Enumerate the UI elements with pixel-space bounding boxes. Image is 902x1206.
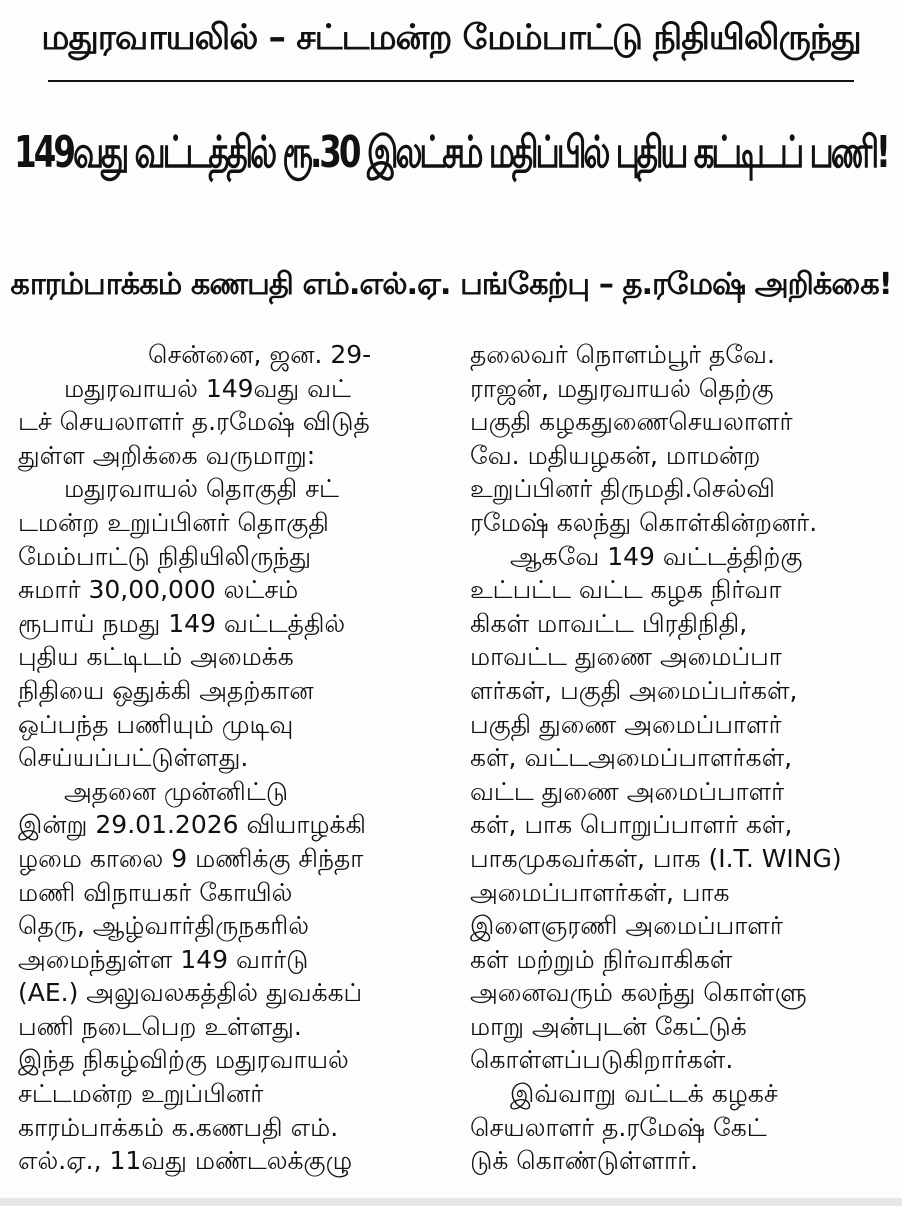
body-line: பணி நடைபெற உள்ளது. bbox=[18, 1011, 302, 1041]
body-line: ளர்கள், பகுதி அமைப்பர்கள், bbox=[470, 675, 798, 705]
body-line: கிகள் மாவட்ட பிரதிநிதி, bbox=[470, 608, 748, 638]
body-line: பகுதி துணை அமைப்பாளர் bbox=[470, 709, 782, 739]
body-line: அனைவரும் கலந்து கொள்ளு bbox=[470, 978, 807, 1008]
kicker-headline: மதுரவாயலில் – சட்டமன்ற மேம்பாட்டு நிதியிலிருந்து bbox=[41, 18, 861, 58]
body-line: அமைந்துள்ள 149 வார்டு bbox=[18, 944, 309, 974]
body-line: சட்டமன்ற உறுப்பினர் bbox=[18, 1079, 264, 1109]
body-line: தலைவர் நொளம்பூர் தவே. bbox=[470, 340, 775, 369]
body-line: ரூபாய் நமது 149 வட்டத்தில் bbox=[18, 608, 346, 638]
bottom-edge bbox=[0, 1198, 902, 1206]
body-line: மாறு அன்புடன் கேட்டுக் bbox=[470, 1011, 747, 1041]
sub-headline: காரம்பாக்கம் கணபதி எம்.எல்.ஏ. பங்கேற்பு – த.ரமேஷ் அறிக்கை! bbox=[10, 266, 892, 302]
article-column-right bbox=[470, 338, 898, 1178]
body-line: ஒப்பந்த பணியும் முடிவு bbox=[18, 709, 294, 739]
body-line: தெரு, ஆழ்வார்திருநகரில் bbox=[18, 911, 310, 941]
body-line: புதிய கட்டிடம் அமைக்க bbox=[18, 642, 294, 672]
body-line: பாகமுகவர்கள், பாக (I.T. WING) bbox=[470, 843, 842, 873]
body-line: சுமார் 30,00,000 லட்சம் bbox=[18, 575, 299, 605]
body-line: டச் செயலாளர் த.ரமேஷ் விடுத் bbox=[18, 407, 370, 437]
body-line: டமன்ற உறுப்பினர் தொகுதி bbox=[18, 507, 329, 537]
body-line: கொள்ளப்படுகிறார்கள். bbox=[470, 1045, 734, 1075]
body-line: ழமை காலை 9 மணிக்கு சிந்தா bbox=[18, 843, 364, 873]
body-line: ஆகவே 149 வட்டத்திற்கு bbox=[510, 541, 803, 571]
dateline: சென்னை, ஜன. 29- bbox=[148, 340, 372, 369]
body-line: மேம்பாட்டு நிதியிலிருந்து bbox=[18, 541, 312, 571]
body-line: டுக் கொண்டுள்ளார். bbox=[470, 1146, 699, 1176]
body-line: கள் மற்றும் நிர்வாகிகள் bbox=[470, 944, 733, 974]
body-line: ரமேஷ் கலந்து கொள்கின்றனர். bbox=[470, 507, 818, 537]
article-column-left bbox=[18, 338, 446, 1178]
body-line: மணி விநாயகர் கோயில் bbox=[18, 877, 293, 907]
body-line: இளைஞரணி அமைப்பாளர் bbox=[470, 911, 783, 941]
body-line: இன்று 29.01.2026 வியாழக்கி bbox=[18, 810, 367, 840]
body-line: எல்.ஏ., 11வது மண்டலக்குழு bbox=[18, 1146, 353, 1176]
main-headline: 149வது வட்டத்தில் ரூ.30 இலட்சம் மதிப்பில் புதிய கட்டிடப் பணி! bbox=[14, 125, 888, 178]
body-line: இவ்வாறு வட்டக் கழகச் bbox=[510, 1079, 778, 1109]
body-line: மாவட்ட துணை அமைப்பா bbox=[470, 642, 782, 672]
body-line: மதுரவாயல் 149வது வட் bbox=[64, 373, 351, 403]
body-line: நிதியை ஒதுக்கி அதற்கான bbox=[18, 675, 314, 705]
body-line: வட்ட துணை அமைப்பாளர் bbox=[470, 776, 785, 806]
body-line: செயலாளர் த.ரமேஷ் கேட் bbox=[470, 1112, 767, 1142]
body-line: மதுரவாயல் தொகுதி சட் bbox=[64, 474, 339, 504]
body-line: கள், பாக பொறுப்பாளர் கள், bbox=[470, 810, 793, 840]
body-line: ராஜன், மதுரவாயல் தெற்கு bbox=[470, 373, 774, 403]
body-line: இந்த நிகழ்விற்கு மதுரவாயல் bbox=[18, 1045, 349, 1075]
body-line: அதனை முன்னிட்டு bbox=[64, 776, 289, 806]
body-line: செய்யப்பட்டுள்ளது. bbox=[18, 743, 249, 773]
body-line: உறுப்பினர் திருமதி.செல்வி bbox=[470, 474, 775, 504]
body-line: காரம்பாக்கம் க.கணபதி எம். bbox=[18, 1112, 339, 1142]
body-line: வே. மதியழகன், மாமன்ற bbox=[470, 440, 761, 470]
body-line: பகுதி கழகதுணைசெயலாளர் bbox=[470, 407, 793, 437]
body-line: துள்ள அறிக்கை வருமாறு: bbox=[18, 440, 316, 470]
body-line: கள், வட்டஅமைப்பாளர்கள், bbox=[470, 743, 793, 773]
body-line: உட்பட்ட வட்ட கழக நிர்வா bbox=[470, 575, 782, 605]
body-line: (AE.) அலுவலகத்தில் துவக்கப் bbox=[18, 978, 363, 1008]
body-line: அமைப்பாளர்கள், பாக bbox=[470, 877, 730, 907]
